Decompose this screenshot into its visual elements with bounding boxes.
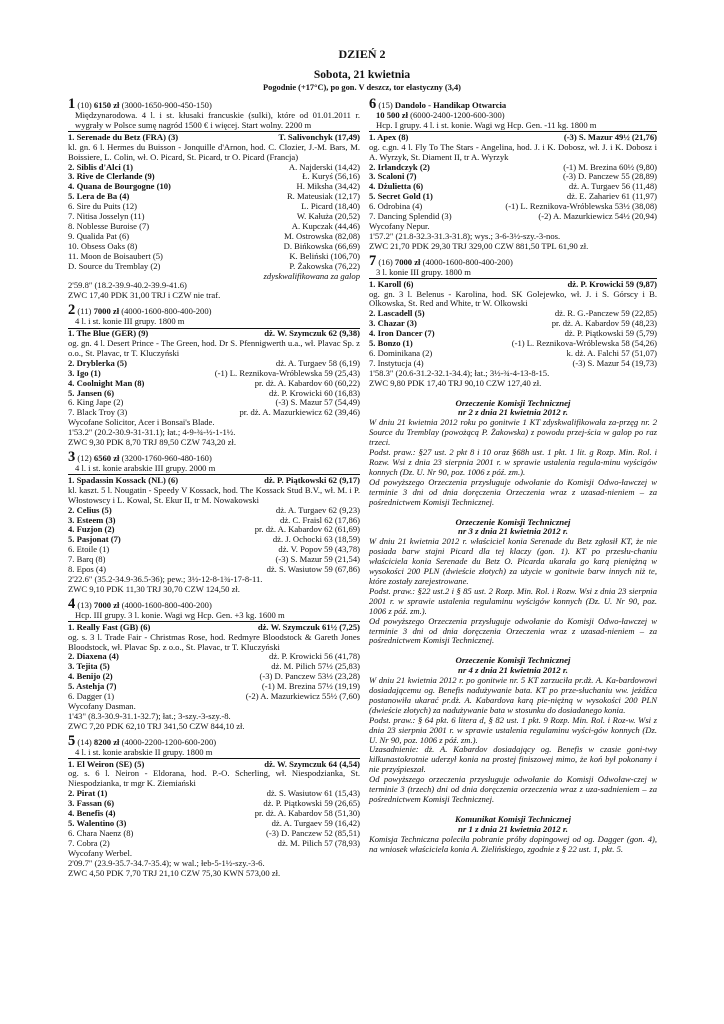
placing-horse: 8. Epos (4) <box>68 565 106 575</box>
order-title: Orzeczenie Komisji Technicznej <box>455 655 571 666</box>
placing-horse: 9. Qualida Pat (6) <box>68 231 130 241</box>
right-column <box>369 96 657 855</box>
placing-jockey: dż. A. Turgaev 56 (11,48) <box>568 181 657 192</box>
placing-horse: 8. Noblesse Buroise (7) <box>68 221 150 231</box>
race-1 <box>68 96 360 301</box>
placing-horse: 7. Cobra (2) <box>68 838 110 848</box>
placing-jockey: K. Beliński (106,70) <box>289 250 360 261</box>
order-paragraph: Podst. praw.: §22 ust.2 i § 85 ust. 2 Rozp. Min. Rol. i Rozw. Wsi z dnia 23 sierpnia 2001 r. w sprawie ustalenia regulaminu wyścigów konnych (Dz. U. Nr 90, poz. 1006 z póź. zm.). <box>369 585 657 616</box>
placing-jockey: pr. dż. A. Kabardov 58 (51,30) <box>254 808 360 819</box>
race-spec: (12) <box>77 453 92 463</box>
placing-jockey: dż. E. Zahariev 61 (11,97) <box>566 191 657 202</box>
placing-horse: 6. Odrobina (4) <box>369 202 423 212</box>
weather-line: Pogodnie (+17°C), po gon. V deszcz, tor elastyczny (3,4) <box>263 83 461 92</box>
placing-jockey: dż. P. Piątkowski 59 (5,79) <box>564 328 657 339</box>
order-text <box>369 537 657 646</box>
placing-horse: 4. Fuzjon (2) <box>68 525 115 535</box>
winner-name: 1. Spadassin Kossack (NL) (6) <box>68 475 179 485</box>
placing-jockey: dż. M. Pilich 57½ (25,83) <box>271 661 360 672</box>
order-paragraph: Od powyższego Orzeczenia przysługuje odwołanie do Komisji Odwo-ławczej w terminie 3 dni od dnia doręczenia Orzeczenia wraz z uzasad-nieniem – za pośrednictwem Komisji Technicznej. <box>369 615 657 646</box>
placing-jockey: dż. A. Turgaev 58 (6,19) <box>275 357 360 368</box>
race-conditions: 4 l. i st. konie arabskie III grupy. 2000 m <box>75 463 216 473</box>
placing-jockey: (-3) D. Panczew 55 (28,89) <box>562 171 657 182</box>
race-payout: ZWC 9,80 PDK 17,40 TRJ 90,10 CZW 127,40 zł. <box>369 377 542 388</box>
placing-horse: 6. Etoile (1) <box>68 545 110 555</box>
race-number: 5 <box>68 732 76 749</box>
order-4 <box>369 656 657 805</box>
placing-jockey: (-3) S. Mazur 57 (54,49) <box>275 397 360 408</box>
placing-jockey: R. Mateusiak (12,17) <box>286 191 360 202</box>
race-prize: 7000 zł <box>93 306 120 317</box>
race-time: Wycofane Solicitor, Acer i Bonsai's Blade. 1'53.2" (20.2-30.9-31-31.1); łat.; 4-9-¾-½-1-1½. <box>68 417 236 438</box>
placing-jockey: (-3) D. Panczew 52 (85,51) <box>265 827 360 838</box>
race-number: 6 <box>369 96 377 112</box>
winner-description: kl. kaszt. 5 l. Nougatin - Speedy V Kossack, hod. The Kossack Stud B.V., wł. M. i P. Włostowscy i L. Kowal, St. Ekur II, tr M. Nowakowski <box>68 484 360 505</box>
race-prize: 8200 zł <box>93 736 120 747</box>
placing-jockey: dż. S. Wasiutow 59 (67,86) <box>266 564 360 575</box>
placing-horse: 6. King Jape (2) <box>68 398 124 408</box>
placing-horse: 6. Sire du Puits (12) <box>68 202 137 212</box>
winner-description: og. gn. 3 l. Belenus - Karolina, hod. SK Golejewko, wł. J. i S. Górscy i B. Olkowska, St. Red and White, tr W. Olkowski <box>369 288 657 309</box>
placing-horse: 7. Dancing Splendid (3) <box>369 212 452 222</box>
placing-horse: 5. Astehja (7) <box>68 682 117 692</box>
placing-horse: 6. Dominikana (2) <box>369 348 433 358</box>
winner-jockey: dż. P. Krowicki 59 (9,87) <box>567 278 657 289</box>
winner-jockey: dż. W. Szymczuk 61½ (7,25) <box>257 621 360 632</box>
communique-1 <box>369 815 657 855</box>
race-spec: (16) <box>378 256 393 267</box>
race-time: 2'22.6" (35.2-34.9-36.5-36); pew.; 3½-12-8-1¾-17-8-11. <box>68 573 263 584</box>
winner-name: 1. Really Fast (GB) (6) <box>68 622 151 632</box>
race-prize: 7000 zł <box>93 599 120 610</box>
order-paragraph: Od powyższego Orzeczenia przysługuje odwołanie do Komisji Odwo-ławczej w terminie 3 dni od dnia doręczenia Orzeczenia wraz z uzasad-nieniem – za pośrednictwem Komisji Technicznej. <box>369 476 657 507</box>
race-payout: ZWC 17,40 PDK 31,00 TRJ i CZW nie traf. <box>68 290 221 301</box>
placing-horse: 4. Iron Dancer (7) <box>369 329 435 339</box>
winner-description: og. c.gn. 4 l. Fly To The Stars - Angelina, hod. J. i K. Dobosz, wł. J. i K. Dobosz i A. Wyrzyk, St. Diament II, tr A. Wyrzyk <box>369 141 657 162</box>
placing-horse: 5. Pasjonat (7) <box>68 535 121 545</box>
order-text <box>369 676 657 805</box>
race-number: 3 <box>68 449 76 465</box>
race-6 <box>369 96 657 252</box>
order-paragraph: Od powyższego orzeczenia przysługuje odwołanie do Komisji Odwoław-czej w terminie 3 (trzech) dni od dnia doręczenia orzeczenia wraz z uza-sadnieniem – za pośrednictwem Komisji Technicznej. <box>369 774 657 804</box>
race-5 <box>68 732 360 879</box>
race-conditions: 3 l. konie III grupy. 1800 m <box>376 266 471 277</box>
order-title: Orzeczenie Komisji Technicznej <box>455 516 571 527</box>
race-time: Wycofany Werbel. 2'09.7" (23.9-35.7-34.7-35.4); w wal.; łeb-5-1½-szy.-3-6. <box>68 847 265 868</box>
race-spec: (11) <box>77 306 92 317</box>
placing-jockey: A. Kupczak (44,46) <box>291 220 360 231</box>
placing-horse: 5. Secret Gold (1) <box>369 192 433 202</box>
order-text <box>369 418 657 507</box>
placing-jockey: (-2) A. Mazurkiewicz 55½ (7,60) <box>245 691 360 702</box>
race-time: Wycofany Nepur. 1'57.2" (21.8-32.3-31.3-31.8); wys.; 3-6-3½-szy.-3-nos. <box>369 220 561 241</box>
order-number: nr 4 z dnia 21 kwietnia 2012 r. <box>458 665 568 676</box>
placing-horse: 3. Fassan (6) <box>68 799 115 809</box>
race-number: 2 <box>68 302 76 319</box>
race-split: (4000-1600-800-400-200) <box>422 256 513 267</box>
placing-jockey: (-3) S. Mazur 59 (21,54) <box>275 554 360 565</box>
placing-jockey: (-3) S. Mazur 54 (19,73) <box>572 357 657 368</box>
placing-jockey: pr. dż. A. Mazurkiewicz 62 (39,46) <box>239 407 360 418</box>
date-line: Sobota, 21 kwietnia <box>313 69 411 81</box>
race-split: (3000-1650-900-450-150) <box>121 100 212 110</box>
race-prize: 10 500 zł <box>376 110 408 120</box>
placing-horse: 7. Nitisa Josselyn (11) <box>68 212 145 222</box>
placing-jockey: (-1) M. Brezina 60½ (9,80) <box>563 161 657 172</box>
race-header <box>68 732 360 749</box>
placing-jockey: Ł. Kuryś (56,16) <box>302 171 360 182</box>
race-payout: ZWC 9,10 PDK 11,30 TRJ 30,70 CZW 124,50 zł. <box>68 583 240 594</box>
placing-horse: 3. Scaloni (7) <box>369 172 417 182</box>
race-prize: 6560 zł <box>93 453 120 463</box>
race-spec: (10) <box>77 100 92 110</box>
winner-jockey: T. Salivonchyk (17,49) <box>278 131 360 142</box>
order-paragraph: W dniu 21 kwietnia 2012 roku po gonitwie 1 KT zdyskwalifikowała za-przęg nr. 2 Source du Tremblay (powożącą P. Żakowska) z powodu przej-ścia w galop po raz trzeci. <box>369 417 657 448</box>
winner-name: 1. Apex (8) <box>369 132 409 142</box>
placing-horse: 4. Benijo (2) <box>68 672 113 682</box>
winner-description: og. gn. 4 l. Desert Prince - The Green, hod. Dr S. Pfennigwerth u.a., wł. Plavac Sp. z o.o., St. Plavac, tr T. Kluczyński <box>68 338 360 358</box>
race-3 <box>68 449 360 595</box>
winner-name: 1. Serenade du Betz (FRA) (3) <box>68 132 179 142</box>
winner-name: 1. El Weiron (SE) (5) <box>68 759 145 769</box>
race-split: (4000-1600-800-400-200) <box>121 306 212 317</box>
race-prize: 6150 zł <box>93 100 120 110</box>
order-paragraph: Komisja Techniczna poleciła pobranie próby dopingowej od og. Dagger (gon. 4), na wniosek właściciela konia A. Zielińskiego, zgodnie z § 22 ust. 1, pkt. 5. <box>369 833 657 854</box>
race-split: (4000-2200-1200-600-200) <box>121 736 217 747</box>
placing-jockey: dż. C. Fraisl 62 (17,86) <box>280 514 360 525</box>
placing-jockey: (-1) M. Brezina 57½ (19,19) <box>261 681 360 692</box>
race-7 <box>369 252 657 389</box>
race-time: 2'59.8" (18.2-39.9-40.2-39.9-41.6) <box>68 280 187 291</box>
placing-jockey: (-3) D. Panczew 53½ (23,28) <box>259 671 360 682</box>
order-title: Orzeczenie Komisji Technicznej <box>455 397 571 408</box>
placing-jockey: A. Najderski (14,42) <box>288 161 360 172</box>
placing-horse: 11. Moon de Boisaubert (5) <box>68 251 163 261</box>
race-spec: (13) <box>77 599 92 610</box>
winner-description: kl. gn. 6 l. Hermes du Buisson - Jonquille d'Arnon, hod. C. Clozier, J.-M. Bars, M. Boissiere, L. Colin, wł. O. Picard, St. Picard, tr O. Picard (Francja) <box>68 141 360 162</box>
placing-jockey: dż. M. Pilich 57 (78,93) <box>277 837 360 848</box>
placing-jockey: dż. P. Piątkowski 59 (26,65) <box>263 798 360 809</box>
order-2 <box>369 399 657 508</box>
placing-jockey: (-1) L. Reznikova-Wróblewska 58 (54,26) <box>511 338 657 349</box>
placing-horse: 5. Lera de Ba (4) <box>68 192 130 202</box>
order-3 <box>369 518 657 647</box>
placing-jockey: M. Ostrowska (82,08) <box>284 230 360 241</box>
left-column <box>68 96 360 882</box>
order-paragraph: Uzasadnienie: dż. A. Kabardov dosiadający og. Benefis w czasie goni-twy kilkunastokrotnie uderzył konia na prostej finiszowej mimo, że koń był pokonany i nie przyśpieszał. <box>369 744 657 775</box>
race-4 <box>68 595 360 732</box>
race-name: Dandolo - Handikap Otwarcia <box>394 100 507 110</box>
placing-horse: 2. Celius (5) <box>68 505 112 515</box>
race-conditions: Międzynarodowa. 4 l. i st. kłusaki francuskie (sulki), które od 01.01.2011 r. wygrały w Polsce sumę nagród 1500 € i więcej. Start wolny. 2200 m <box>75 110 360 130</box>
race-payout: ZWC 9,30 PDK 8,70 TRJ 89,50 CZW 743,20 zł. <box>68 437 236 448</box>
race-conditions: Hcp. I grupy. 4 l. i st. konie. Wagi wg Hcp. Gen. -11 kg. 1800 m <box>376 119 597 130</box>
race-spec: (15) <box>378 100 393 110</box>
order-title: Komunikat Komisji Technicznej <box>454 813 571 824</box>
placing-horse: 3. Tejita (5) <box>68 662 110 672</box>
placing-jockey: dż. V. Popov 59 (43,78) <box>278 544 360 555</box>
winner-description: og. s. 3 l. Trade Fair - Christmas Rose, hod. Redmyre Bloodstock & Gareth Jones Bloodstock, wł. Plavac Sp. z o.o., St. Plavac, tr T. Kluczyński <box>68 631 360 652</box>
placing-horse: 4. Coolnight Man (8) <box>68 378 145 388</box>
order-number: nr 1 z dnia 21 kwietnia 2012 r. <box>458 823 568 834</box>
race-number: 1 <box>68 96 76 112</box>
winner-name: 1. Karoll (6) <box>369 279 414 289</box>
placing-jockey: dż. J. Ochocki 63 (18,59) <box>272 534 360 545</box>
placing-jockey: L. Picard (18,40) <box>301 201 360 212</box>
winner-jockey: dż. W. Szymczuk 62 (9,38) <box>264 328 360 339</box>
placing-horse: 5. Walentino (3) <box>68 819 127 828</box>
placing-horse: 3. Esteem (3) <box>68 515 116 525</box>
order-number: nr 3 z dnia 21 kwietnia 2012 r. <box>458 526 568 537</box>
race-number: 4 <box>68 595 76 612</box>
placing-horse: 2. Dryblerka (5) <box>68 358 127 368</box>
placing-horse: 4. Quana de Bourgogne (10) <box>68 182 171 192</box>
race-payout: ZWC 21,70 PDK 29,30 TRJ 329,00 CZW 881,50 TPL 61,90 zł. <box>369 240 589 251</box>
race-header <box>369 252 657 269</box>
placing-jockey: H. Miksha (34,42) <box>296 181 360 192</box>
race-number: 7 <box>369 252 377 269</box>
placing-horse: 2. Diaxena (4) <box>68 652 119 662</box>
race-conditions: 4 l. i st. konie arabskie II grupy. 1800 m <box>75 746 213 757</box>
placing-horse: 5. Jansen (6) <box>68 388 115 398</box>
winner-jockey: dż. P. Piątkowski 62 (9,17) <box>264 474 360 485</box>
placing-jockey: k. dż. A. Falchi 57 (51,07) <box>566 347 657 358</box>
placing-jockey: dż. P. Krowicki 60 (16,83) <box>269 387 360 398</box>
day-title: DZIEŃ 2 <box>338 47 386 61</box>
winner-jockey: (-3) S. Mazur 49½ (21,76) <box>563 131 657 142</box>
winner-jockey: dż. W. Szymczuk 64 (4,54) <box>264 758 360 769</box>
placing-horse: 2. Siblis d'Alci (1) <box>68 162 133 172</box>
placing-jockey: W. Kałuża (20,52) <box>296 211 360 222</box>
placing-horse: 5. Bonzo (1) <box>369 339 413 349</box>
placing-jockey: dż. S. Wasiutow 61 (15,43) <box>266 788 360 799</box>
placing-horse: 7. Instytucja (4) <box>369 358 424 368</box>
placing-jockey: pr. dż. A. Kabardov 59 (48,23) <box>551 318 657 329</box>
race-prize: 7000 zł <box>394 256 421 267</box>
order-text <box>369 835 657 855</box>
placing-horse: 7. Barq (8) <box>68 555 106 565</box>
winner-name: 1. The Blue (GER) (9) <box>68 329 149 339</box>
placing-horse: 4. Benefis (4) <box>68 809 116 819</box>
race-split: (4000-1600-800-400-200) <box>121 599 212 610</box>
order-paragraph: Podst. praw.: §27 ust. 2 pkt 8 i 10 oraz §68h ust. 1 pkt. 1 lit. g Rozp. Min. Rol. i Rozw. Wsi z dnia 23 sierpnia 2001 r. w sprawie ustalenia regula-minu wyścigów konnych (Dz. U. Nr 90, poz. 1006 z póź. zm.). <box>369 447 657 477</box>
placing-horse: 2. Pirat (1) <box>68 789 108 799</box>
race-2 <box>68 302 360 448</box>
order-paragraph: Podst. praw.: § 64 pkt. 6 litera d, § 82 ust. 1 pkt. 9 Rozp. Min. Rol. i Roz-w. Wsi z dnia 23 sierpnia 2001 r. w sprawie ustalenia regulaminu wyści-gów konnych (Dz. U. Nr 90, poz. 1006 z póź. zm.). <box>369 714 657 745</box>
placing-jockey: dż. R. G.-Panczew 59 (22,85) <box>554 308 657 319</box>
placing-horse: 6. Chara Naenz (8) <box>68 828 134 838</box>
placing-jockey: pr. dż. A. Kabardov 60 (60,22) <box>254 377 360 388</box>
placing-jockey: (-1) L. Reznikova-Wróblewska 53½ (38,08) <box>505 201 657 212</box>
placing-jockey: P. Żakowska (76,22) <box>289 260 360 271</box>
race-conditions: Hcp. III grupy. 3 l. konie. Wagi wg Hcp. Gen. +3 kg. 1600 m <box>75 609 285 620</box>
disqualification-note: zdyskwalifikowana za galop <box>263 270 360 281</box>
order-number: nr 2 z dnia 21 kwietnia 2012 r. <box>458 407 568 418</box>
race-spec: (14) <box>77 736 92 747</box>
placing-horse: 6. Dagger (1) <box>68 692 115 702</box>
winner-description: og. s. 6 l. Neiron - Eldorana, hod. P.-O. Scherling, wł. Niespodzianka, St. Niespodzianka, tr mgr K. Ziemiański <box>68 768 360 789</box>
placing-horse: 2. Lascadell (5) <box>369 309 425 319</box>
placing-horse: 4. Dżulietta (6) <box>369 182 424 192</box>
placing-jockey: pr. dż. A. Kabardov 62 (61,69) <box>254 524 360 535</box>
order-paragraph: W dniu 21 kwietnia 2012 r. właściciel konia Serenade du Betz zgłosił KT, że nie posiada barw stajni Picard dla tej klaczy (gon. 1). KT po przesłu-chaniu właściciela konia Serenade du Betz O. Picarda ukarała go karą pieniężną w wysokości 200 PLN (dwieście złotych) za użycie w gonitwie barw innych niż te, które zostały zarejestrowane. <box>369 536 657 586</box>
placing-jockey: (-1) L. Reznikova-Wróblewska 59 (25,43) <box>214 367 360 378</box>
race-payout: ZWC 7,20 PDK 62,10 TRJ 341,50 CZW 844,10 zł. <box>68 720 245 731</box>
race-split: (6000-2400-1200-600-300) <box>410 110 505 120</box>
order-paragraph: W dniu 21 kwietnia 2012 r. po gonitwie nr. 5 KT zarzuciła pr.dż. A. Ka-bardowowi dosiadającemu og. Benefis nadużywanie bata. KT po prze-słuchaniu ww. jeźdźca postanowiła ukarać pr.dż. A. Kabardova karą pie-niężną w wysokości 200 PLN (dwieście złotych) za nadużywanie bata w stosunku do dosiadanego konia. <box>369 675 657 715</box>
race-time: Wycofany Dasman. 1'43" (8.3-30.9-31.1-32.7); łat.; 3-szy.-3-szy.-8. <box>68 700 231 721</box>
placing-jockey: dż. A. Turgaev 59 (16,42) <box>271 818 360 828</box>
placing-horse: 3. Rive de Clerlande (9) <box>68 172 155 182</box>
placing-jockey: D. Bińkowska (66,69) <box>283 240 360 251</box>
placing-horse: 3. Igo (1) <box>68 368 101 378</box>
race-time: 1'58.3" (20.6-31.2-32.1-34.4); łat.; 3½-¾-4-13-8-15. <box>369 367 550 378</box>
placing-horse: 3. Chazar (3) <box>369 319 417 329</box>
winner-row <box>369 280 657 290</box>
placing-jockey: dż. A. Turgaev 62 (9,23) <box>275 504 360 515</box>
placing-jockey: (-2) A. Mazurkiewicz 54½ (20,94) <box>538 211 657 222</box>
placing-horse: 2. Irlandczyk (2) <box>369 162 430 172</box>
race-conditions: 4 l. i st. konie III grupy. 1800 m <box>75 316 185 327</box>
race-split: (3200-1760-960-480-160) <box>121 453 212 463</box>
placing-jockey: dż. P. Krowicki 56 (41,78) <box>269 651 360 662</box>
placing-row <box>68 262 360 272</box>
race-header <box>68 595 360 612</box>
placing-horse: 10. Obsess Oaks (8) <box>68 241 138 251</box>
race-payout: ZWC 4,50 PDK 7,70 TRJ 21,10 CZW 75,30 KWN 573,00 zł. <box>68 867 281 878</box>
placing-horse: D. Source du Tremblay (2) <box>68 261 161 271</box>
placing-horse: 7. Black Troy (3) <box>68 408 128 418</box>
